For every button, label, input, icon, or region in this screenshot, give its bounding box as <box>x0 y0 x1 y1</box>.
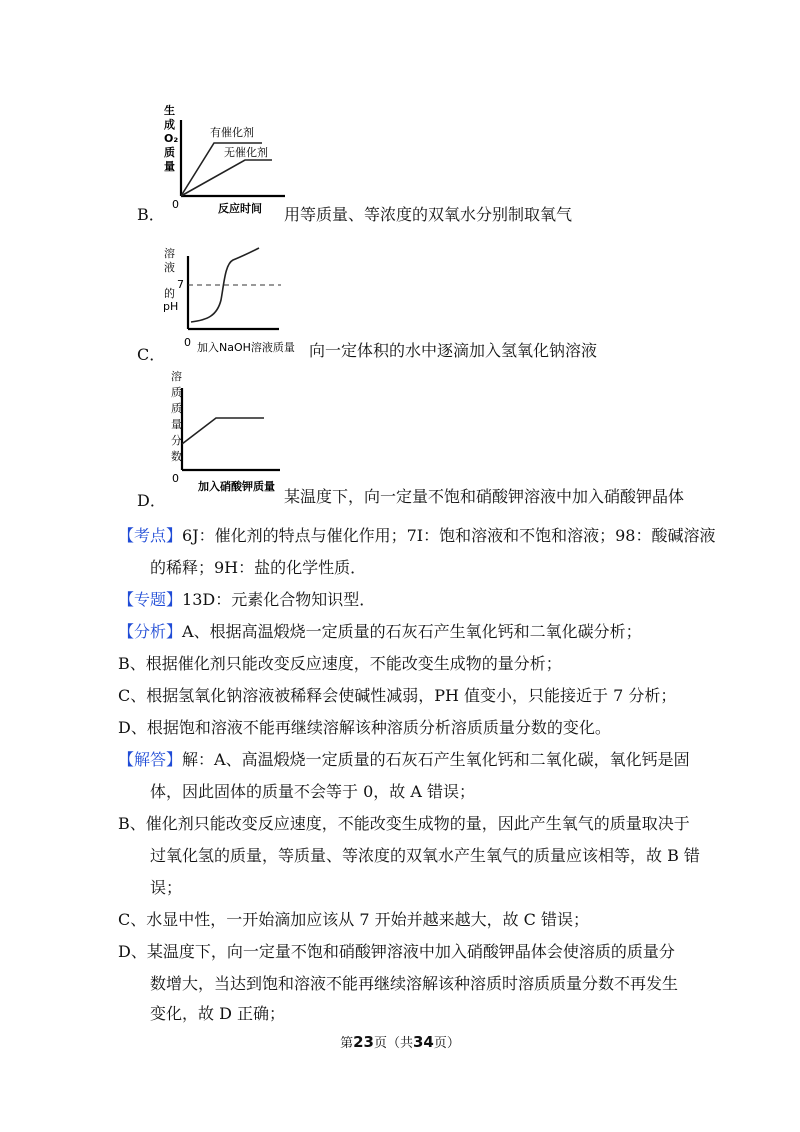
figure-b-label: B． <box>137 205 165 224</box>
figure-c-origin: 0 <box>184 336 191 349</box>
figure-d-origin: 0 <box>172 472 179 485</box>
figure-c-y-label-3: pH <box>163 300 179 313</box>
figure-d-label: D． <box>137 491 166 510</box>
figure-c-caption: 向一定体积的水中逐滴加入氢氧化钠溶液 <box>309 341 598 360</box>
zhuanti-line <box>118 590 375 610</box>
figure-d-line <box>182 418 264 444</box>
figure-b-series-0: 有催化剂 <box>210 126 254 139</box>
figure-d-y-label-1: 质 <box>171 386 182 399</box>
figure-c-graph <box>155 242 315 357</box>
figure-b-line-no-catalyst <box>181 160 272 196</box>
jieda-line-b1: B、催化剂只能改变反应速度，不能改变生成物的量，因此产生氧气的质量取决于 <box>118 814 690 833</box>
fenxi-line-d: D、根据饱和溶液不能再继续溶解该种溶质分析溶质质量分数的变化。 <box>118 718 611 737</box>
footer-suffix: 页） <box>433 1036 460 1051</box>
figure-c-y-label-0: 溶 <box>164 247 175 260</box>
jieda-text-a1: 解：A、高温煅烧一定质量的石灰石产生氧化钙和二氧化碳，氧化钙是固 <box>182 750 690 769</box>
fenxi-line-c: C、根据氢氧化钠溶液被稀释会使碱性减弱，PH 值变小，只能接近于 7 分析； <box>118 686 677 705</box>
kaodian-tag: 【考点】 <box>118 526 183 545</box>
fenxi-tag: 【分析】 <box>118 622 183 641</box>
figure-c-label: C． <box>137 345 166 364</box>
fenxi-line-b: B、根据催化剂只能改变反应速度，不能改变生成物的量分析； <box>118 654 562 673</box>
kaodian-text-1: 6J：催化剂的特点与催化作用；7I：饱和溶液和不饱和溶液；98：酸碱溶液 <box>182 526 716 545</box>
fenxi-text-a: A、根据高温煅烧一定质量的石灰石产生氧化钙和二氧化碳分析； <box>182 622 642 641</box>
figure-c-ref-tick: 7 <box>177 278 184 291</box>
figure-d-x-label: 加入硝酸钾质量 <box>198 480 275 493</box>
figure-b-y-label-1: 成 <box>164 118 175 131</box>
jieda-tag: 【解答】 <box>118 750 183 769</box>
zhuanti-text: 13D：元素化合物知识型． <box>182 590 376 609</box>
figure-d-y-label-4: 分 <box>171 434 182 447</box>
jieda-line-d1: D、某温度下，向一定量不饱和硝酸钾溶液中加入硝酸钾晶体会使溶质的质量分 <box>118 942 675 961</box>
figure-b-y-label-4: 量 <box>164 160 175 173</box>
jieda-line-a1 <box>118 750 690 770</box>
footer-total-pages: 34 <box>413 1033 434 1051</box>
figure-b-y-label-3: 质 <box>164 146 175 159</box>
zhuanti-tag: 【专题】 <box>118 590 183 609</box>
jieda-line-b3: 误； <box>150 878 183 897</box>
figure-c-y-label-2: 的 <box>164 287 175 300</box>
figure-b-x-label: 反应时间 <box>218 202 262 215</box>
figure-d-y-label-2: 质 <box>171 402 182 415</box>
figure-d-caption: 某温度下，向一定量不饱和硝酸钾溶液中加入硝酸钾晶体 <box>284 487 685 506</box>
footer-mid: 页（共 <box>373 1036 413 1051</box>
figure-c-x-label: 加入NaOH溶液质量 <box>197 341 295 354</box>
fenxi-line-a <box>118 622 642 642</box>
footer-prefix: 第 <box>340 1036 354 1051</box>
jieda-line-a2: 体，因此固体的质量不会等于 0，故 A 错误； <box>150 782 475 801</box>
figure-c-y-label-1: 液 <box>164 261 175 274</box>
figure-b-series-1: 无催化剂 <box>224 146 268 159</box>
page-footer <box>0 1032 800 1051</box>
figure-b-caption: 用等质量、等浓度的双氧水分别制取氧气 <box>284 205 573 224</box>
figure-b-graph <box>150 100 290 215</box>
kaodian-line-1 <box>118 526 715 546</box>
jieda-line-d3: 变化，故 D 正确； <box>150 1004 286 1023</box>
figure-b-y-label-2: O₂ <box>164 132 179 145</box>
figure-d-y-label-3: 量 <box>171 418 182 431</box>
figure-d-y-label-5: 数 <box>171 450 182 463</box>
figure-d-graph <box>160 366 290 496</box>
jieda-line-c1: C、水显中性，一开始滴加应该从 7 开始并越来越大，故 C 错误； <box>118 910 590 929</box>
jieda-line-d2: 数增大，当达到饱和溶液不能再继续溶解该种溶质时溶质质量分数不再发生 <box>150 974 679 993</box>
figure-d-y-label-0: 溶 <box>171 370 182 383</box>
kaodian-line-2: 的稀释；9H：盐的化学性质． <box>150 558 367 577</box>
figure-b-origin: 0 <box>172 198 179 211</box>
jieda-line-b2: 过氧化氢的质量，等质量、等浓度的双氧水产生氧气的质量应该相等，故 B 错 <box>150 846 700 865</box>
figure-b-y-label-0: 生 <box>164 104 175 117</box>
footer-page-number: 23 <box>353 1033 374 1051</box>
